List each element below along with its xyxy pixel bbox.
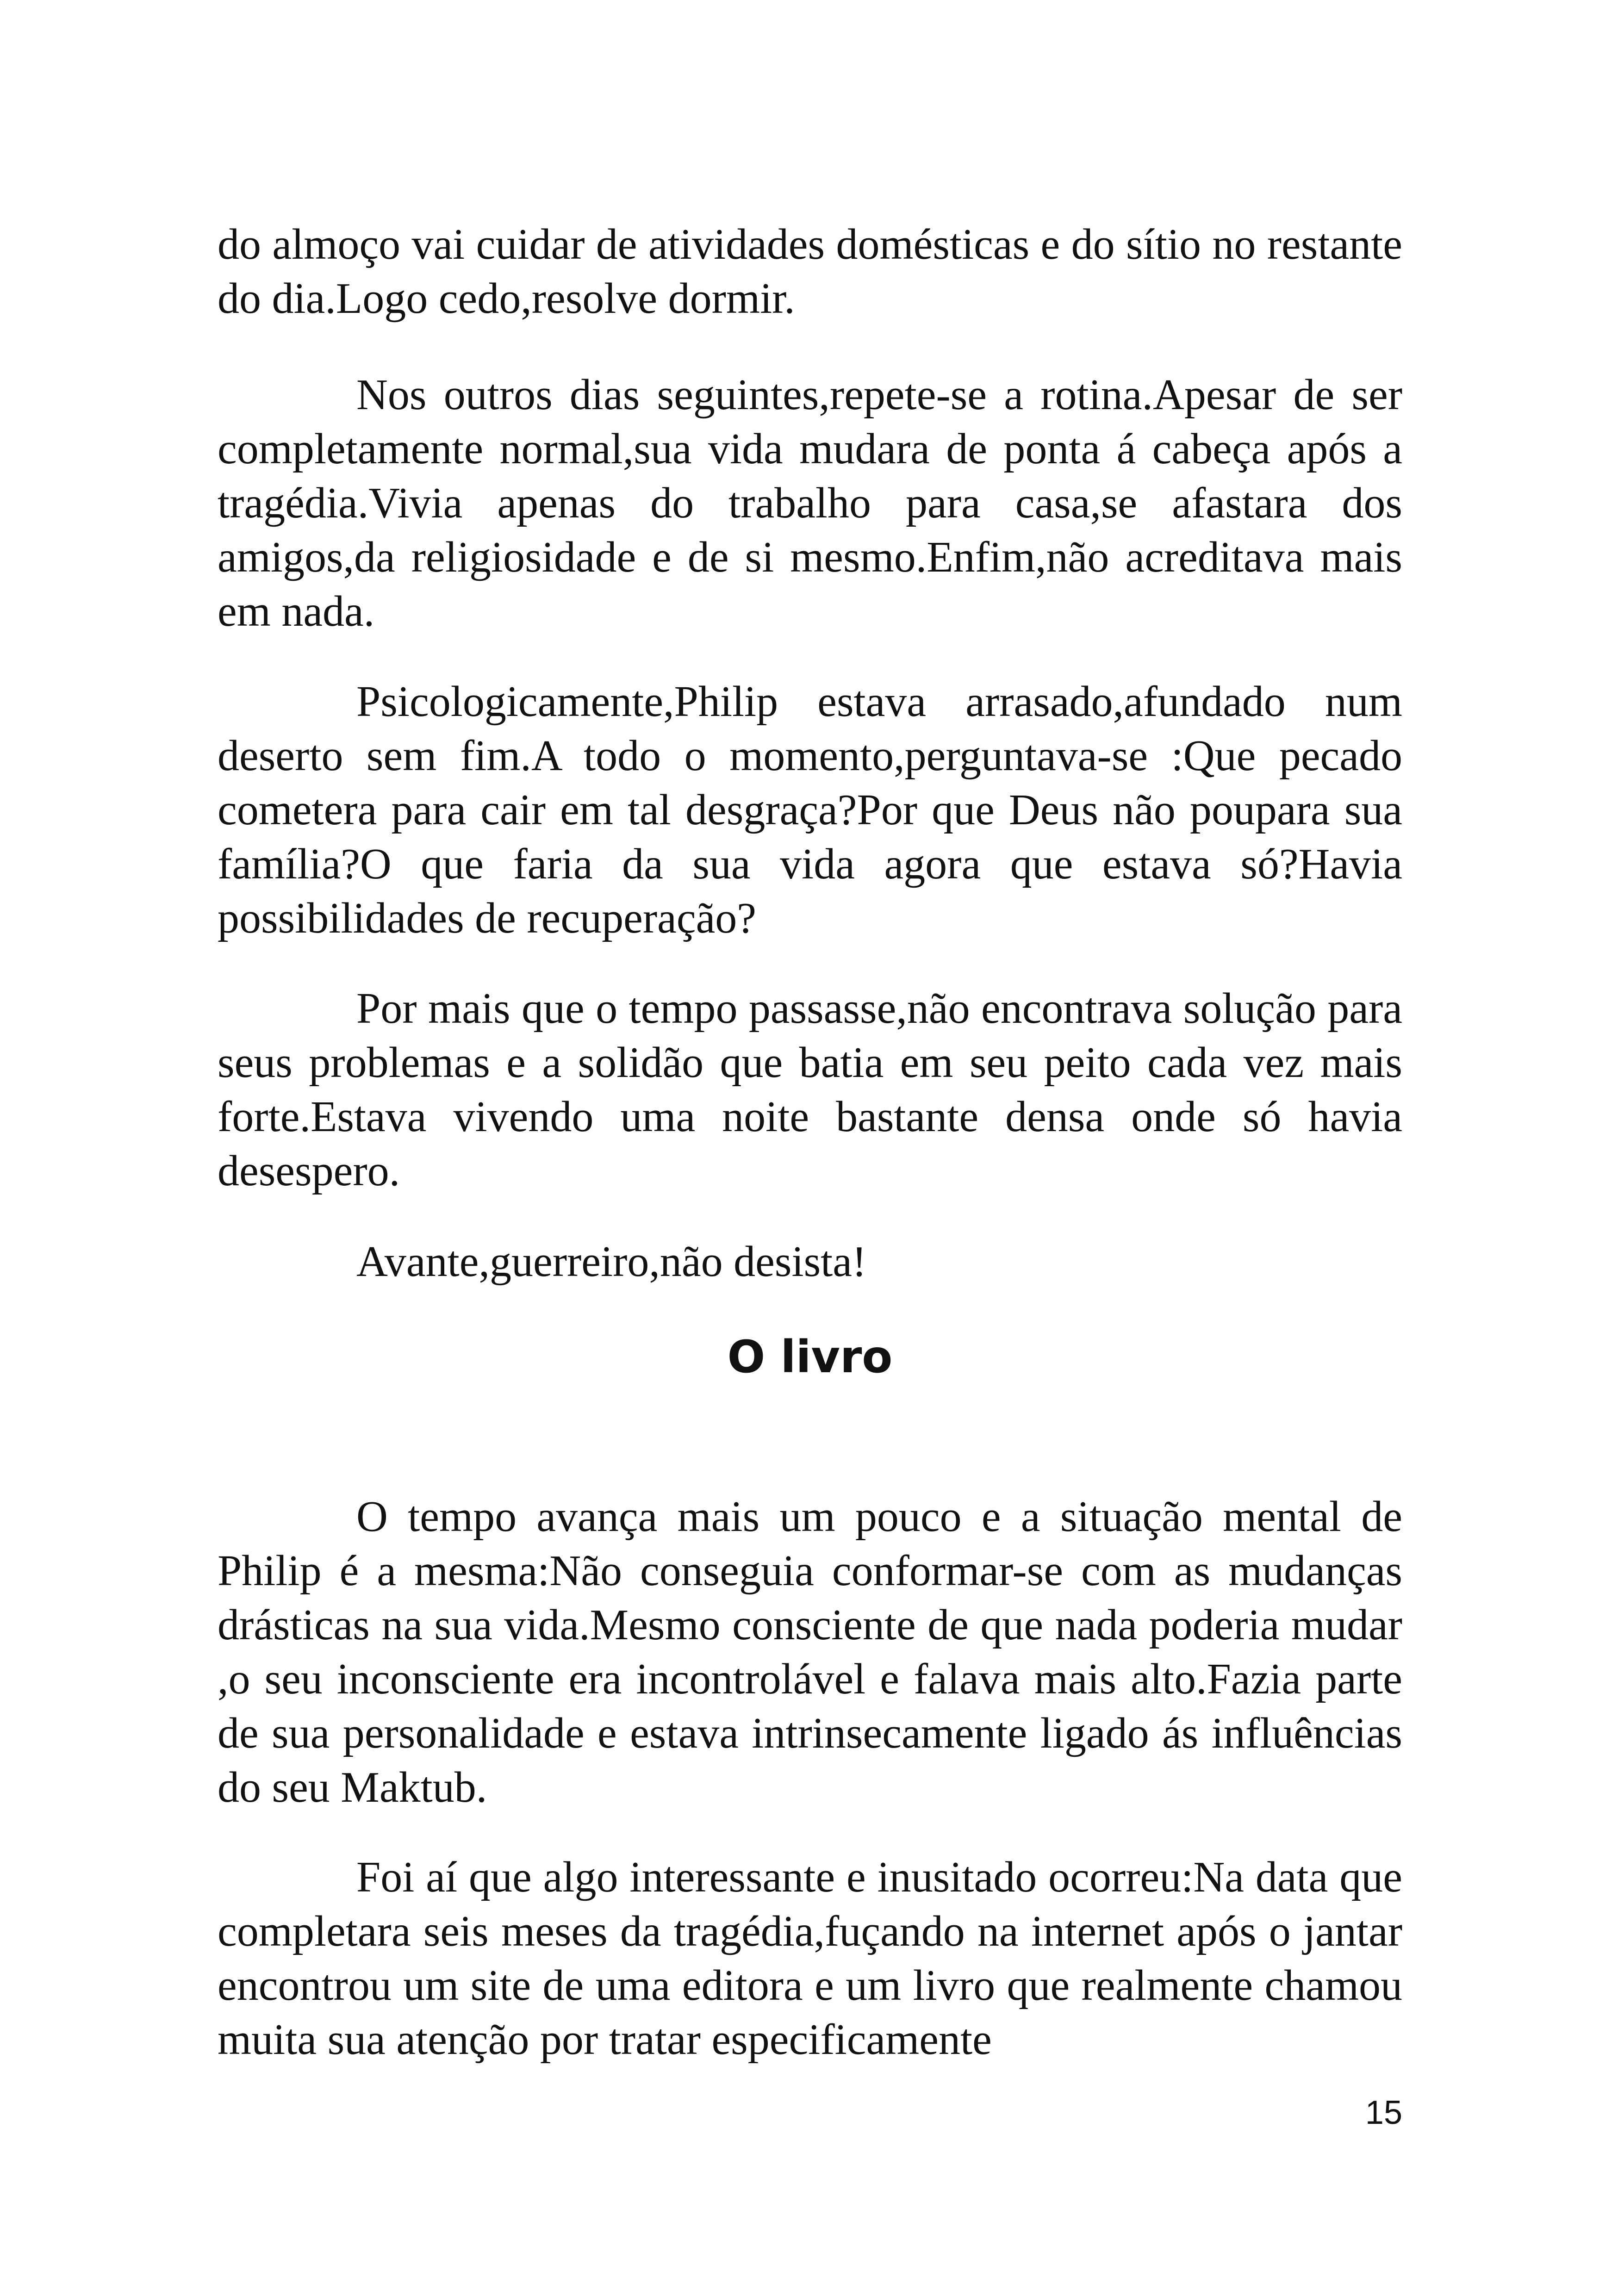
text-section-before-heading — [218, 218, 1402, 326]
paragraph-continuation: do almoço vai cuidar de atividades domésticas e do sítio no restante do dia.Logo cedo,resolve dormir. — [218, 220, 1402, 323]
text-section-paragraph-4 — [218, 982, 1402, 1198]
paragraph-routine: Nos outros dias seguintes,repete-se a rotina.Apesar de ser completamente normal,sua vida mudara de ponta á cabeça após a tragédia.Vivia apenas do trabalho para casa,se afastara dos amigos,da religiosidade e de si mesmo.Enfim,não acreditava mais em nada. — [218, 371, 1402, 635]
paragraph-exhortation: Avante,guerreiro,não desista! — [356, 1238, 867, 1286]
page-number: 15 — [1365, 2094, 1402, 2131]
text-section-paragraph-5 — [218, 1235, 1402, 1289]
chapter-heading: O livro — [727, 1331, 893, 1383]
paragraph-mental-state: O tempo avança mais um pouco e a situação mental de Philip é a mesma:Não conseguia conformar-se com as mudanças drásticas na sua vida.Mesmo consciente de que nada poderia mudar ,o seu inconsciente era incontrolável e falava mais alto.Fazia parte de sua personalidade e estava intrinsecamente ligado ás influências do seu Maktub. — [218, 1493, 1402, 1811]
paragraph-psychology: Psicologicamente,Philip estava arrasado,afundado num deserto sem fim.A todo o momento,perguntava-se :Que pecado cometera para cair em tal desgraça?Por que Deus não poupara sua família?O que faria da sua vida agora que estava só?Havia possibilidades de recuperação? — [218, 678, 1402, 942]
paragraph-solitude: Por mais que o tempo passasse,não encontrava solução para seus problemas e a solidão que batia em seu peito cada vez mais forte.Estava vivendo uma noite bastante densa onde só havia desespero. — [218, 984, 1402, 1195]
text-section-paragraph-2 — [218, 368, 1402, 639]
text-section-paragraph-3 — [218, 675, 1402, 946]
paragraph-discovery: Foi aí que algo interessante e inusitado ocorreu:Na data que completara seis meses da tragédia,fuçando na internet após o jantar encontrou um site de uma editora e um livro que realmente chamou muita sua atenção por tratar especificamente — [218, 1853, 1402, 2064]
text-section-paragraph-7 — [218, 1850, 1402, 2067]
text-section-paragraph-6 — [218, 1490, 1402, 1815]
